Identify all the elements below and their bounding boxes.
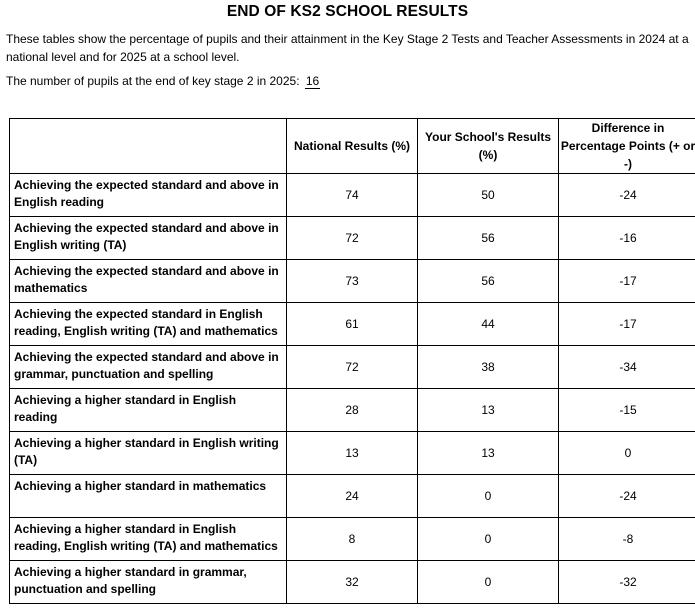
school-value: 56 bbox=[418, 217, 559, 260]
school-value: 13 bbox=[418, 432, 559, 475]
national-value: 28 bbox=[287, 389, 418, 432]
row-label: Achieving a higher standard in English reading, English writing (TA) and mathematics bbox=[10, 518, 287, 561]
school-value: 50 bbox=[418, 174, 559, 217]
table-row bbox=[10, 561, 695, 604]
school-value: 0 bbox=[418, 561, 559, 604]
school-value: 0 bbox=[418, 518, 559, 561]
table-row bbox=[10, 303, 695, 346]
difference-value: 0 bbox=[559, 432, 695, 475]
table-row bbox=[10, 518, 695, 561]
national-value: 73 bbox=[287, 260, 418, 303]
row-label: Achieving the expected standard and above in grammar, punctuation and spelling bbox=[10, 346, 287, 389]
header-difference: Difference in Percentage Points (+ or -) bbox=[559, 119, 695, 174]
row-label: Achieving a higher standard in mathematics bbox=[10, 475, 287, 518]
header-blank bbox=[10, 119, 287, 174]
row-label: Achieving the expected standard and above in English writing (TA) bbox=[10, 217, 287, 260]
pupil-count-line bbox=[6, 72, 320, 90]
row-label: Achieving a higher standard in English reading bbox=[10, 389, 287, 432]
national-value: 24 bbox=[287, 475, 418, 518]
row-label: Achieving the expected standard in English reading, English writing (TA) and mathematics bbox=[10, 303, 287, 346]
page-title: END OF KS2 SCHOOL RESULTS bbox=[226, 3, 469, 20]
difference-value: -24 bbox=[559, 475, 695, 518]
difference-value: -8 bbox=[559, 518, 695, 561]
pupil-count-value: 16 bbox=[305, 74, 320, 88]
national-value: 13 bbox=[287, 432, 418, 475]
school-value: 56 bbox=[418, 260, 559, 303]
difference-value: -34 bbox=[559, 346, 695, 389]
national-value: 72 bbox=[287, 346, 418, 389]
table-row bbox=[10, 432, 695, 475]
row-label: Achieving the expected standard and above in English reading bbox=[10, 174, 287, 217]
header-school: Your School's Results (%) bbox=[418, 119, 559, 174]
results-table bbox=[9, 118, 695, 604]
row-label: Achieving the expected standard and above in mathematics bbox=[10, 260, 287, 303]
national-value: 61 bbox=[287, 303, 418, 346]
row-label: Achieving a higher standard in grammar, punctuation and spelling bbox=[10, 561, 287, 604]
national-value: 8 bbox=[287, 518, 418, 561]
difference-value: -17 bbox=[559, 260, 695, 303]
difference-value: -24 bbox=[559, 174, 695, 217]
pupil-count-label: The number of pupils at the end of key stage 2 in 2025: bbox=[6, 74, 300, 88]
school-value: 0 bbox=[418, 475, 559, 518]
difference-value: -17 bbox=[559, 303, 695, 346]
header-national: National Results (%) bbox=[287, 119, 418, 174]
difference-value: -32 bbox=[559, 561, 695, 604]
school-value: 13 bbox=[418, 389, 559, 432]
table-row bbox=[10, 217, 695, 260]
table-row bbox=[10, 475, 695, 518]
row-label: Achieving a higher standard in English writing (TA) bbox=[10, 432, 287, 475]
table-row bbox=[10, 260, 695, 303]
national-value: 72 bbox=[287, 217, 418, 260]
school-value: 38 bbox=[418, 346, 559, 389]
school-value: 44 bbox=[418, 303, 559, 346]
difference-value: -15 bbox=[559, 389, 695, 432]
difference-value: -16 bbox=[559, 217, 695, 260]
table-row bbox=[10, 346, 695, 389]
national-value: 32 bbox=[287, 561, 418, 604]
table-header-row bbox=[10, 119, 695, 174]
national-value: 74 bbox=[287, 174, 418, 217]
table-row bbox=[10, 389, 695, 432]
intro-paragraph: These tables show the percentage of pupils and their attainment in the Key Stage 2 Tests and Teacher Assessments in 2024 at a national level and for 2025 at a school level. bbox=[6, 32, 689, 64]
table-row bbox=[10, 174, 695, 217]
